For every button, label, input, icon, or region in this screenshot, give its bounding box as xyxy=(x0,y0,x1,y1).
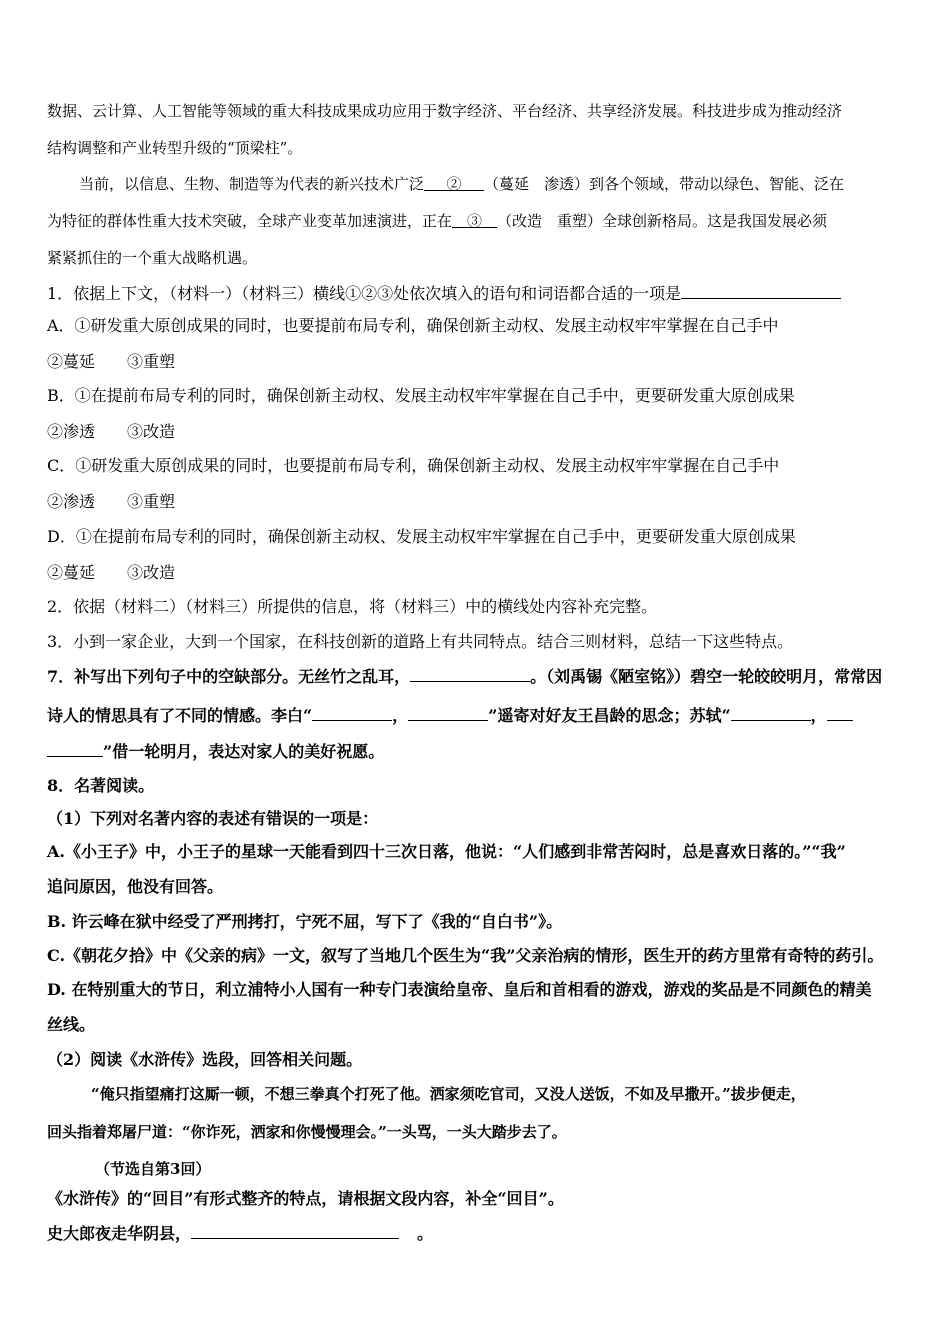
q8-option-b: B. 许云峰在狱中经受了严刑拷打，宁死不屈，写下了《我的“自白书”》。 xyxy=(47,912,563,931)
q3-text: 3．小到一家企业，大到一个国家，在科技创新的道路上有共同特点。结合三则材料，总结一下这些特点。 xyxy=(47,632,794,651)
q1-option-c-line2: ②渗透 ③重塑 xyxy=(47,492,176,511)
q1-stem: 1．依据上下文，（材料一）（材料三）横线①②③处依次填入的语句和词语都合适的一项是 xyxy=(47,282,841,305)
q1-option-b-line2: ②渗透 ③改造 xyxy=(47,422,176,441)
material-para2-line2: 为特征的群体性重大技术突破，全球产业变革加速演进，正在 ③ （改造 重塑）全球创新格局。这是我国发展必须 xyxy=(47,212,828,230)
q7-line2: 诗人的情思具有了不同的情感。李白“ ， ”遥寄对好友王昌龄的思念；苏轼“ ， xyxy=(47,704,853,727)
q7-blank-3[interactable] xyxy=(408,704,488,721)
q8-sub1: （1）下列对名著内容的表述有错误的一项是： xyxy=(47,809,379,828)
blank-3: ③ xyxy=(467,212,483,230)
q8-title: 8．名著阅读。 xyxy=(47,776,155,795)
q2-text: 2．依据（材料二）（材料三）所提供的信息，将（材料三）中的横线处内容补充完整。 xyxy=(47,597,658,616)
q7-blank-1[interactable] xyxy=(410,665,530,682)
q8-option-d-line2: 丝线。 xyxy=(47,1015,96,1034)
q7-blank-5[interactable] xyxy=(827,704,853,721)
q8-excerpt-line1: “俺只指望痛打这厮一顿，不想三拳真个打死了他。洒家须吃官司，又没人送饭，不如及早撒开。”拔步便走， xyxy=(91,1085,806,1103)
q8-option-a-line2: 追问原因，他没有回答。 xyxy=(47,877,224,896)
q1-option-d-line1: D．①在提前布局专利的同时，确保创新主动权、发展主动权牢牢掌握在自己手中，更要研发重大原创成果 xyxy=(47,527,796,546)
q8-answer-blank[interactable] xyxy=(191,1222,399,1239)
q8-answer-line: 史大郎夜走华阴县， 。 xyxy=(47,1224,434,1243)
q8-excerpt-line2: 回头指着郑屠尸道：“你诈死，洒家和你慢慢理会。”一头骂，一头大踏步去了。 xyxy=(47,1123,567,1141)
q1-option-c-line1: C．①研发重大原创成果的同时，也要提前布局专利，确保创新主动权、发展主动权牢牢掌握在自己手中 xyxy=(47,456,780,475)
q8-option-c: C.《朝花夕拾》中《父亲的病》一文，叙写了当地几个医生为“我”父亲治病的情形，医生开的药方里常有奇特的药引。 xyxy=(47,946,884,965)
q7-line3: ”借一轮明月，表达对家人的美好祝愿。 xyxy=(47,740,384,763)
q8-prompt: 《水浒传》的“回目”有形式整齐的特点，请根据文段内容，补全“回目”。 xyxy=(47,1189,564,1208)
q8-excerpt-source: （节选自第3回） xyxy=(95,1160,211,1178)
material-para2-line3: 紧紧抓住的一个重大战略机遇。 xyxy=(47,249,258,267)
blank-2: ② xyxy=(446,175,462,193)
q7-blank-5-cont[interactable] xyxy=(47,740,103,757)
q1-option-a-line1: A．①研发重大原创成果的同时，也要提前布局专利，确保创新主动权、发展主动权牢牢掌握在自己手中 xyxy=(47,316,779,335)
material-para1-line2: 结构调整和产业转型升级的“顶梁柱”。 xyxy=(47,139,303,157)
q1-answer-blank[interactable] xyxy=(681,282,841,299)
q8-option-a-line1: A.《小王子》中，小王子的星球一天能看到四十三次日落，他说：“人们感到非常苦闷时，总是喜欢日落的。”“我” xyxy=(47,842,846,861)
q1-option-d-line2: ②蔓延 ③改造 xyxy=(47,563,176,582)
material-para1-line1: 数据、云计算、人工智能等领域的重大科技成果成功应用于数字经济、平台经济、共享经济发展。科技进步成为推动经济 xyxy=(47,102,843,120)
q7-blank-2[interactable] xyxy=(312,704,392,721)
q7-line1: 7．补写出下列句子中的空缺部分。无丝竹之乱耳， 。（刘禹锡《陋室铭》）碧空一轮皎皎明月，常常因 xyxy=(47,667,883,686)
material-para2-line1: 当前，以信息、生物、制造等为代表的新兴技术广泛 ② （蔓延 渗透）到各个领域，带动以绿色、智能、泛在 xyxy=(79,175,845,193)
q7-blank-4[interactable] xyxy=(731,704,811,721)
q8-option-d-line1: D. 在特别重大的节日，利立浦特小人国有一种专门表演给皇帝、皇后和首相看的游戏，游戏的奖品是不同颜色的精美 xyxy=(47,980,872,999)
q8-sub2: （2）阅读《水浒传》选段，回答相关问题。 xyxy=(47,1050,363,1069)
q1-option-a-line2: ②蔓延 ③重塑 xyxy=(47,352,176,371)
q1-option-b-line1: B．①在提前布局专利的同时，确保创新主动权、发展主动权牢牢掌握在自己手中，更要研发重大原创成果 xyxy=(47,386,795,405)
